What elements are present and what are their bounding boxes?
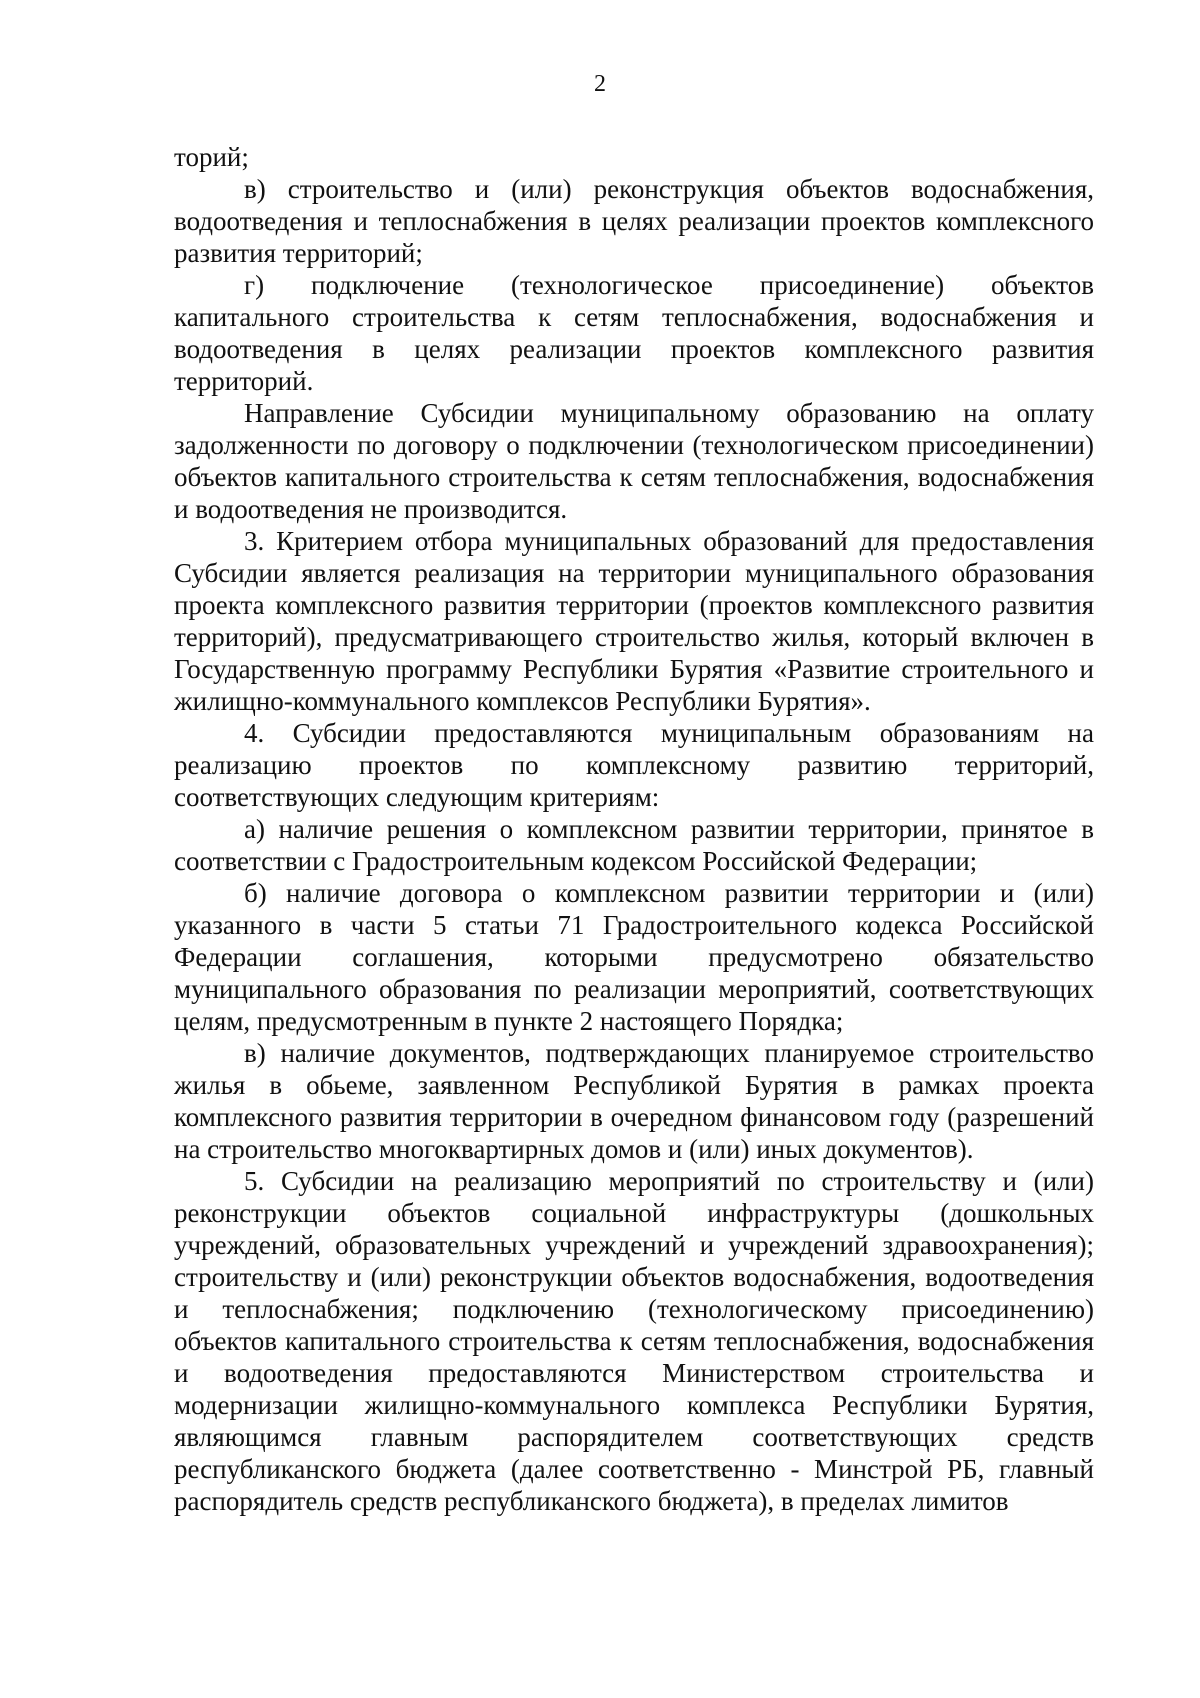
paragraph-debt-exclusion: Направление Субсидии муниципальному образованию на оплату задолженности по договору о подключении (технологическом присоединении) объектов капитального строительства к сетям теплоснабжения, водоснабжения и водоотведения не производится.	[174, 398, 1094, 524]
paragraph-item-v: в) строительство и (или) реконструкция объектов водоснабжения, водоотведения и теплоснабжения в целях реализации проектов комплексного развития территорий;	[174, 174, 1094, 268]
document-body	[174, 141, 1094, 1517]
paragraph-section-4: 4. Субсидии предоставляются муниципальным образованиям на реализацию проектов по комплексному развитию территорий, соответствующих следующим критериям:	[174, 718, 1094, 812]
paragraph-item-g: г) подключение (технологическое присоединение) объектов капитального строительства к сетям теплоснабжения, водоснабжения и водоотведения в целях реализации проектов комплексного развития территорий.	[174, 270, 1094, 396]
paragraph-criterion-b: б) наличие договора о комплексном развитии территории и (или) указанного в части 5 статьи 71 Градостроительного кодекса Российской Федерации соглашения, которыми предусмотрено обязательство муниципального образования по реализации мероприятий, соответствующих целям, предусмотренным в пункте 2 настоящего Порядка;	[174, 878, 1094, 1036]
page-number: 2	[594, 71, 606, 97]
paragraph-criterion-a: а) наличие решения о комплексном развитии территории, принятое в соответствии с Градостроительным кодексом Российской Федерации;	[174, 814, 1094, 876]
paragraph-continuation: торий;	[174, 142, 249, 172]
paragraph-section-3: 3. Критерием отбора муниципальных образований для предоставления Субсидии является реализация на территории муниципального образования проекта комплексного развития территории (проектов комплексного развития территорий), предусматривающего строительство жилья, который включен в Государственную программу Республики Бурятия «Развитие строительного и жилищно-коммунального комплексов Республики Бурятия».	[174, 526, 1094, 716]
paragraph-criterion-v: в) наличие документов, подтверждающих планируемое строительство жилья в обьеме, заявленном Республикой Бурятия в рамках проекта комплексного развития территории в очередном финансовом году (разрешений на строительство многоквартирных домов и (или) иных документов).	[174, 1038, 1094, 1164]
paragraph-section-5: 5. Субсидии на реализацию мероприятий по строительству и (или) реконструкции объектов социальной инфраструктуры (дошкольных учреждений, образовательных учреждений и учреждений здравоохранения); строительству и (или) реконструкции объектов водоснабжения, водоотведения и теплоснабжения; подключению (технологическому присоединению) объектов капитального строительства к сетям теплоснабжения, водоснабжения и водоотведения предоставляются Министерством строительства и модернизации жилищно-коммунального комплекса Республики Бурятия, являющимся главным распорядителем соответствующих средств республиканского бюджета (далее соответственно - Минстрой РБ, главный распорядитель средств республиканского бюджета), в пределах лимитов	[174, 1166, 1094, 1516]
